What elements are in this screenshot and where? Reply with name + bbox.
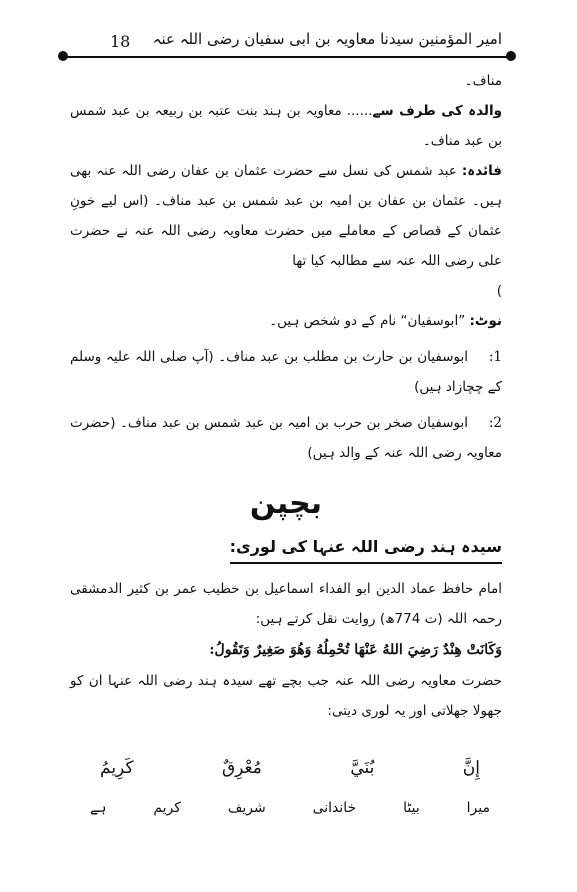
lullaby-arabic-row	[100, 758, 480, 778]
rule-dot-right	[506, 51, 516, 61]
item-text: ابوسفیان بن حارث بن مطلب بن عبد مناف۔ (آپ صلی اللہ علیہ وسلم کے چچازاد ہیں)	[70, 349, 502, 395]
header-rule	[62, 56, 510, 58]
paragraph-note	[70, 306, 502, 336]
item-number: 1:	[488, 349, 502, 365]
paragraph-walida	[70, 96, 502, 156]
list-item	[70, 342, 502, 402]
note-text: ”ابوسفیان“ نام کے دو شخص ہیں۔	[269, 313, 466, 329]
translation-word: کریم	[153, 800, 181, 816]
arabic-quote: وَكَانَتْ هِنْدٌ رَضِيَ اللهُ عَنْهَا تُحْمِلُهُ وَهُوَ صَغِيرٌ وَتَقُولُ:	[209, 642, 502, 658]
lullaby-word: مُعْرِقٌ	[221, 758, 262, 778]
translation-word: میرا	[466, 800, 490, 816]
running-title: امیر المؤمنین سیدنا معاویہ بن ابی سفیان رضی اللہ عنہ	[152, 30, 502, 48]
section-title: بچپن	[249, 486, 323, 521]
translation-word: شریف	[227, 800, 266, 816]
page-number: 18	[110, 32, 131, 51]
paragraph-story: حضرت معاویہ رضی اللہ عنہ جب بچے تھے سیدہ ہند رضی اللہ عنہا ان کو جھولا جھلاتی اور یہ لوری دیتی:	[70, 673, 502, 719]
walida-text: ...... معاویہ بن ہند بنت عتبہ بن ربیعہ بن عبد شمس بن عبد مناف۔	[70, 103, 502, 149]
paragraph-faida	[70, 156, 502, 276]
page-body	[70, 66, 502, 726]
paragraph-faida-close: )	[496, 283, 502, 299]
lullaby-word: كَرِيمُ	[100, 758, 134, 778]
walida-label: والدہ کی طرف سے	[372, 103, 502, 119]
translation-word: بیٹا	[403, 800, 420, 816]
translation-word: ہے	[90, 800, 107, 816]
lullaby-word: إِنَّ	[462, 758, 480, 778]
item-number: 2:	[488, 415, 502, 431]
page-header	[70, 30, 502, 54]
item-text: ابوسفیان صخر بن حرب بن امیہ بن عبد شمس بن عبد مناف۔ (حضرت معاویہ رضی اللہ عنہ کے والد ہیں)	[70, 415, 502, 461]
note-label: نوٹ:	[469, 313, 502, 329]
lullaby-word: بُنَيَّ	[350, 758, 375, 778]
faida-label: فائدہ:	[461, 163, 502, 179]
paragraph-narration: امام حافظ عماد الدین ابو الفداء اسماعیل بن خطیب عمر بن کثیر الدمشقی رحمہ اللہ (ت 774ھ) روایت نقل کرتے ہیں:	[70, 581, 502, 627]
rule-dot-left	[58, 51, 68, 61]
lullaby-urdu-row	[90, 800, 490, 816]
list-item	[70, 408, 502, 468]
faida-text: عبد شمس کی نسل سے حضرت عثمان بن عفان رضی اللہ عنہ بھی ہیں۔ عثمان بن عفان بن امیہ بن عبد شمس بن عبد مناف۔ (اس لیے خونِ عثمان کے قصاص کے معاملے میں حضرت معاویہ رضی اللہ عنہ نے حضرت علی رضی اللہ عنہ سے مطالبہ کیا تھا	[70, 163, 502, 269]
paragraph-manaf: مناف۔	[464, 73, 502, 89]
translation-word: خاندانی	[312, 800, 357, 816]
sub-heading: سیدہ ہند رضی اللہ عنہا کی لوری:	[230, 534, 502, 564]
sub-heading-wrap	[70, 534, 502, 564]
